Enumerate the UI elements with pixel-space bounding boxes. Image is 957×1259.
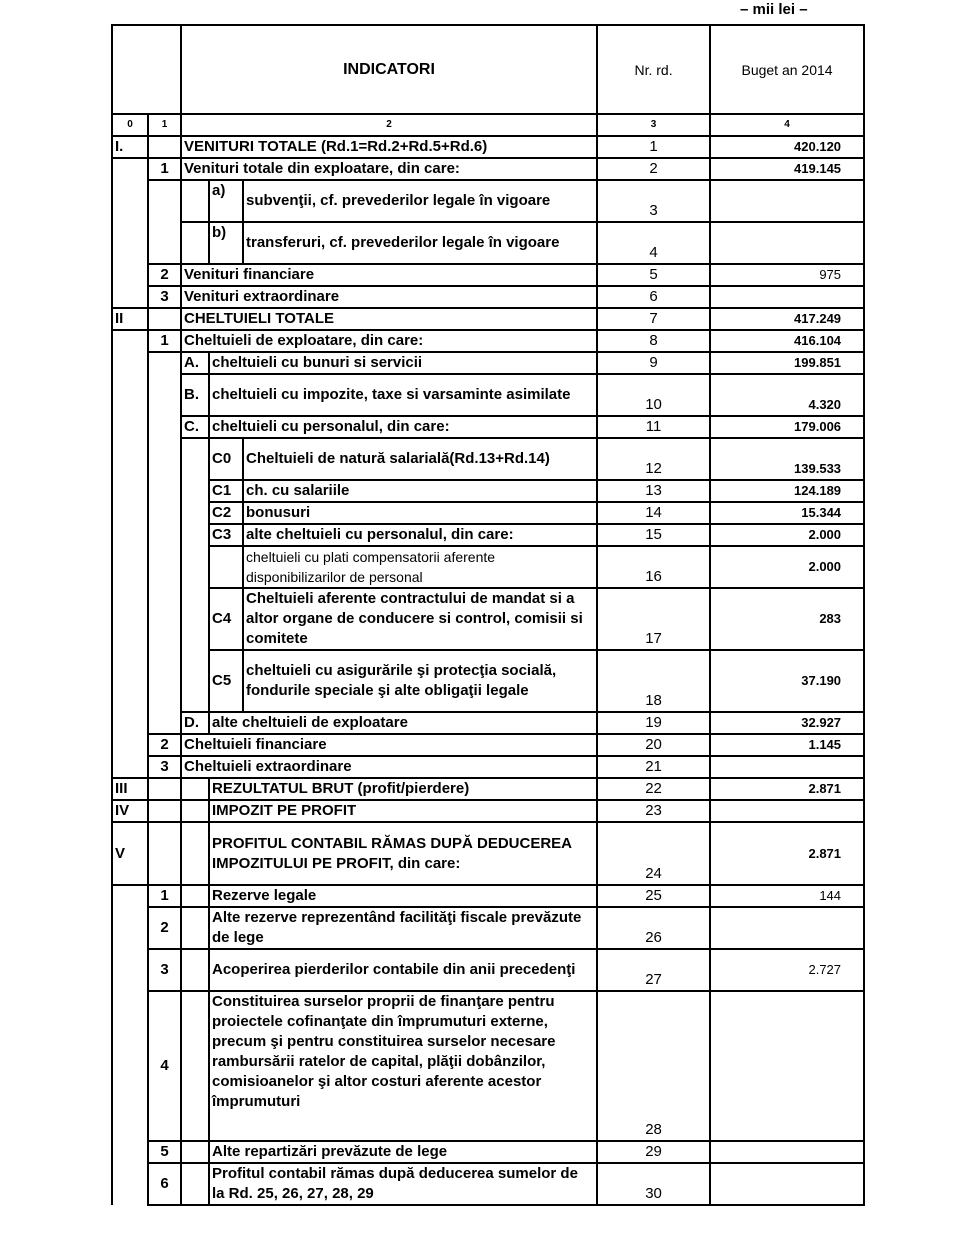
section-index: V [112,822,148,885]
row-number: 12 [597,438,710,480]
item-index: 2 [148,734,181,756]
row-number: 20 [597,734,710,756]
row-label: cheltuieli cu impozite, taxe si varsaminte asimilate [209,374,597,416]
table-row [112,734,864,756]
table-row [112,180,864,222]
row-label: IMPOZIT PE PROFIT [209,800,597,822]
table-row [112,546,864,588]
table-row [112,800,864,822]
row-label: ch. cu salariile [243,480,597,502]
row-number: 11 [597,416,710,438]
row-value: 2.871 [710,778,864,800]
row-value: 419.145 [710,158,864,180]
section-index: I. [112,136,148,158]
table-row [112,1163,864,1205]
row-label: Venituri financiare [181,264,597,286]
header-blank [112,25,181,114]
row-number: 6 [597,286,710,308]
row-value: 283 [710,588,864,650]
row-number: 3 [597,180,710,222]
row-number: 4 [597,222,710,264]
table-row [112,822,864,885]
table-row [112,885,864,907]
table-row [112,264,864,286]
row-label: alte cheltuieli de exploatare [209,712,597,734]
group-index: A. [181,352,209,374]
sub-index: b) [209,222,243,264]
sub-index: C1 [209,480,243,502]
row-label: cheltuieli cu plati compensatorii aferente disponibilizarilor de personal [243,546,597,588]
row-value [710,756,864,778]
row-value [710,222,864,264]
row-label: Profitul contabil rămas după deducerea sumelor de la Rd. 25, 26, 27, 28, 29 [209,1163,597,1205]
column-index-row [112,114,864,136]
row-value: 2.871 [710,822,864,885]
item-index: 1 [148,158,181,180]
table-row [112,286,864,308]
table-row [112,438,864,480]
sub-index: C2 [209,502,243,524]
unit-label: – mii lei – [740,1,808,18]
item-index: 3 [148,286,181,308]
sub-index: C0 [209,438,243,480]
table-row [112,416,864,438]
section-index: II [112,308,148,330]
table-row [112,352,864,374]
table-row [112,1141,864,1163]
row-label: Cheltuieli de exploatare, din care: [181,330,597,352]
table-row [112,136,864,158]
row-label: Venituri extraordinare [181,286,597,308]
budget-table [111,24,865,1206]
table-row [112,712,864,734]
row-number: 26 [597,907,710,949]
row-label: Cheltuieli de natură salarială(Rd.13+Rd.14) [243,438,597,480]
table-row [112,308,864,330]
row-number: 21 [597,756,710,778]
table-row [112,778,864,800]
row-label: PROFITUL CONTABIL RĂMAS DUPĂ DEDUCEREA IMPOZITULUI PE PROFIT, din care: [209,822,597,885]
row-value: 199.851 [710,352,864,374]
table-row [112,756,864,778]
group-index: D. [181,712,209,734]
sub-index [209,546,243,588]
row-number: 7 [597,308,710,330]
row-value: 1.145 [710,734,864,756]
col-index: 4 [710,114,864,136]
row-number: 18 [597,650,710,712]
item-index: 1 [148,885,181,907]
row-number: 5 [597,264,710,286]
col-index: 2 [181,114,597,136]
row-label: cheltuieli cu bunuri si servicii [209,352,597,374]
row-value: 37.190 [710,650,864,712]
row-label: VENITURI TOTALE (Rd.1=Rd.2+Rd.5+Rd.6) [181,136,597,158]
row-value [710,991,864,1141]
row-number: 23 [597,800,710,822]
row-number: 19 [597,712,710,734]
sub-index: a) [209,180,243,222]
row-value [710,1141,864,1163]
row-value: 15.344 [710,502,864,524]
row-number: 29 [597,1141,710,1163]
table-row [112,502,864,524]
row-label: CHELTUIELI TOTALE [181,308,597,330]
sub-index: C3 [209,524,243,546]
table-row [112,524,864,546]
group-index: B. [181,374,209,416]
row-number: 17 [597,588,710,650]
row-value [710,286,864,308]
table-row [112,650,864,712]
row-number: 10 [597,374,710,416]
row-label: Venituri totale din exploatare, din care: [181,158,597,180]
row-number: 13 [597,480,710,502]
row-number: 22 [597,778,710,800]
row-label: subvenţii, cf. prevederilor legale în vigoare [243,180,597,222]
row-label: cheltuieli cu asigurările şi protecţia socială, fondurile speciale şi alte obligaţii legale [243,650,597,712]
row-value: 32.927 [710,712,864,734]
row-value [710,180,864,222]
row-number: 30 [597,1163,710,1205]
table-row [112,991,864,1141]
row-label: Acoperirea pierderilor contabile din anii precedenţi [209,949,597,991]
row-label: Alte rezerve reprezentând facilităţi fiscale prevăzute de lege [209,907,597,949]
table-row [112,588,864,650]
row-value: 2.000 [710,546,864,588]
row-label: Alte repartizări prevăzute de lege [209,1141,597,1163]
item-index: 2 [148,907,181,949]
sub-index: C5 [209,650,243,712]
item-index: 4 [148,991,181,1141]
row-number: 25 [597,885,710,907]
row-value [710,1163,864,1205]
item-index: 3 [148,756,181,778]
row-number: 1 [597,136,710,158]
row-number: 15 [597,524,710,546]
table-row [112,330,864,352]
row-number: 2 [597,158,710,180]
header-nr-rd: Nr. rd. [597,25,710,114]
row-value: 420.120 [710,136,864,158]
table-row [112,222,864,264]
row-value: 4.320 [710,374,864,416]
row-number: 14 [597,502,710,524]
table-row [112,374,864,416]
row-value: 179.006 [710,416,864,438]
sub-index: C4 [209,588,243,650]
row-number: 24 [597,822,710,885]
header-buget: Buget an 2014 [710,25,864,114]
table-row [112,949,864,991]
row-value [710,800,864,822]
group-index: C. [181,416,209,438]
row-label: alte cheltuieli cu personalul, din care: [243,524,597,546]
section-index: III [112,778,148,800]
row-value: 144 [710,885,864,907]
row-value: 2.000 [710,524,864,546]
col-index: 1 [148,114,181,136]
row-label: Cheltuieli financiare [181,734,597,756]
row-label: Cheltuieli aferente contractului de mandat si a altor organe de conducere si control, comisii si comitete [243,588,597,650]
row-number: 27 [597,949,710,991]
table-row [112,907,864,949]
table-row [112,480,864,502]
row-value: 417.249 [710,308,864,330]
row-number: 9 [597,352,710,374]
item-index: 2 [148,264,181,286]
row-label: bonusuri [243,502,597,524]
header-indicatori: INDICATORI [181,25,597,114]
row-value: 139.533 [710,438,864,480]
section-index: IV [112,800,148,822]
row-value: 124.189 [710,480,864,502]
table-row [112,158,864,180]
row-number: 28 [597,991,710,1141]
row-label: Constituirea surselor proprii de finanţare pentru proiectele cofinanţate din împrumuturi externe, precum şi pentru constituirea surselor necesare rambursării ratelor de capital, plăţii dobânzilor, comisioanelor şi altor costuri aferente acestor împrumuturi [209,991,597,1141]
row-label: transferuri, cf. prevederilor legale în vigoare [243,222,597,264]
row-label: Rezerve legale [209,885,597,907]
row-value: 975 [710,264,864,286]
item-index: 1 [148,330,181,352]
item-index: 3 [148,949,181,991]
item-index: 5 [148,1141,181,1163]
item-index: 6 [148,1163,181,1205]
row-label: REZULTATUL BRUT (profit/pierdere) [209,778,597,800]
row-value: 2.727 [710,949,864,991]
row-value [710,907,864,949]
col-index: 0 [112,114,148,136]
row-label: cheltuieli cu personalul, din care: [209,416,597,438]
header-row [112,25,864,114]
row-number: 16 [597,546,710,588]
row-number: 8 [597,330,710,352]
row-value: 416.104 [710,330,864,352]
col-index: 3 [597,114,710,136]
row-label: Cheltuieli extraordinare [181,756,597,778]
